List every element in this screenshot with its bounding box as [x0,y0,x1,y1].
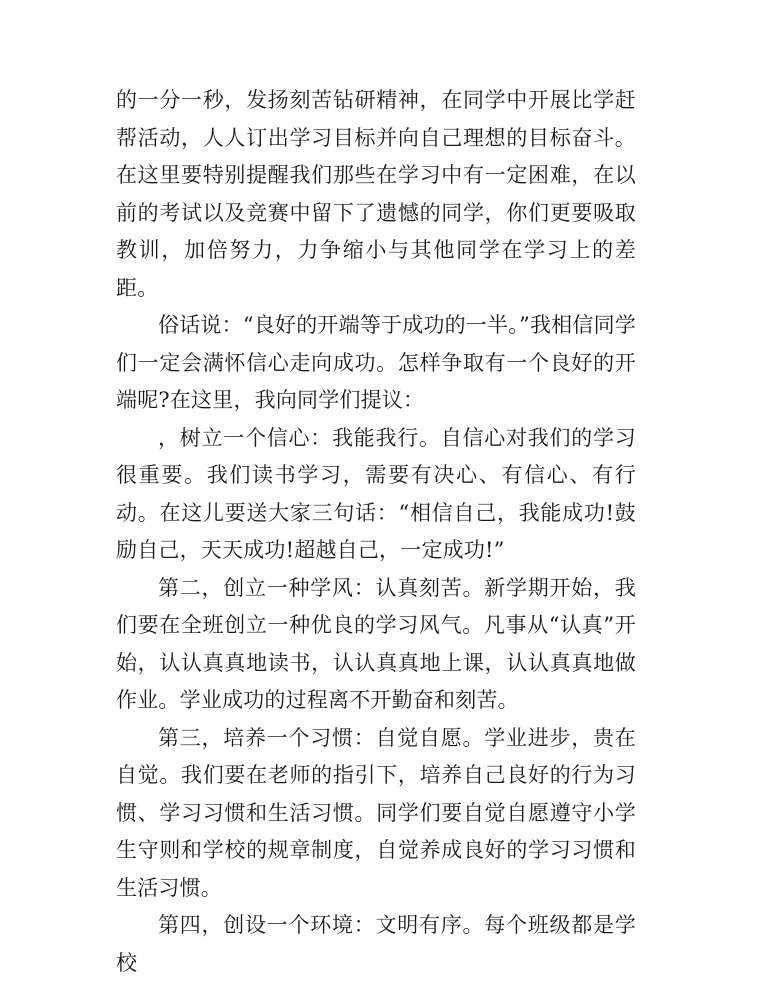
document-body [116,82,636,982]
paragraph-1: 的一分一秒，发扬刻苦钻研精神，在同学中开展比学赶帮活动，人人订出学习目标并向自己理想的目标奋斗。在这里要特别提醒我们那些在学习中有一定困难，在以前的考试以及竞赛中留下了遗憾的同学，你们更要吸取教训，加倍努力，力争缩小与其他同学在学习上的差距。 [116,88,636,300]
paragraph-2: 俗话说：“良好的开端等于成功的一半。”我相信同学们一定会满怀信心走向成功。怎样争取有一个良好的开端呢?在这里，我向同学们提议： [116,313,636,412]
paragraph-5: 第三，培养一个习惯：自觉自愿。学业进步，贵在自觉。我们要在老师的指引下，培养自己良好的行为习惯、学习习惯和生活习惯。同学们要自觉自愿遵守小学生守则和学校的规章制度，自觉养成良好的学习习惯和生活习惯。 [116,725,636,900]
paragraph-3: ，树立一个信心：我能我行。自信心对我们的学习很重要。我们读书学习，需要有决心、有信心、有行动。在这儿要送大家三句话：“相信自己，我能成功!鼓励自己，天天成功!超越自己，一定成功!” [116,425,636,562]
paragraph-6: 第四，创设一个环境：文明有序。每个班级都是学校 [116,913,636,975]
paragraph-4: 第二，创立一种学风：认真刻苦。新学期开始，我们要在全班创立一种优良的学习风气。凡事从“认真”开始，认认真真地读书，认认真真地上课，认认真真地做作业。学业成功的过程离不开勤奋和刻苦。 [116,575,636,712]
